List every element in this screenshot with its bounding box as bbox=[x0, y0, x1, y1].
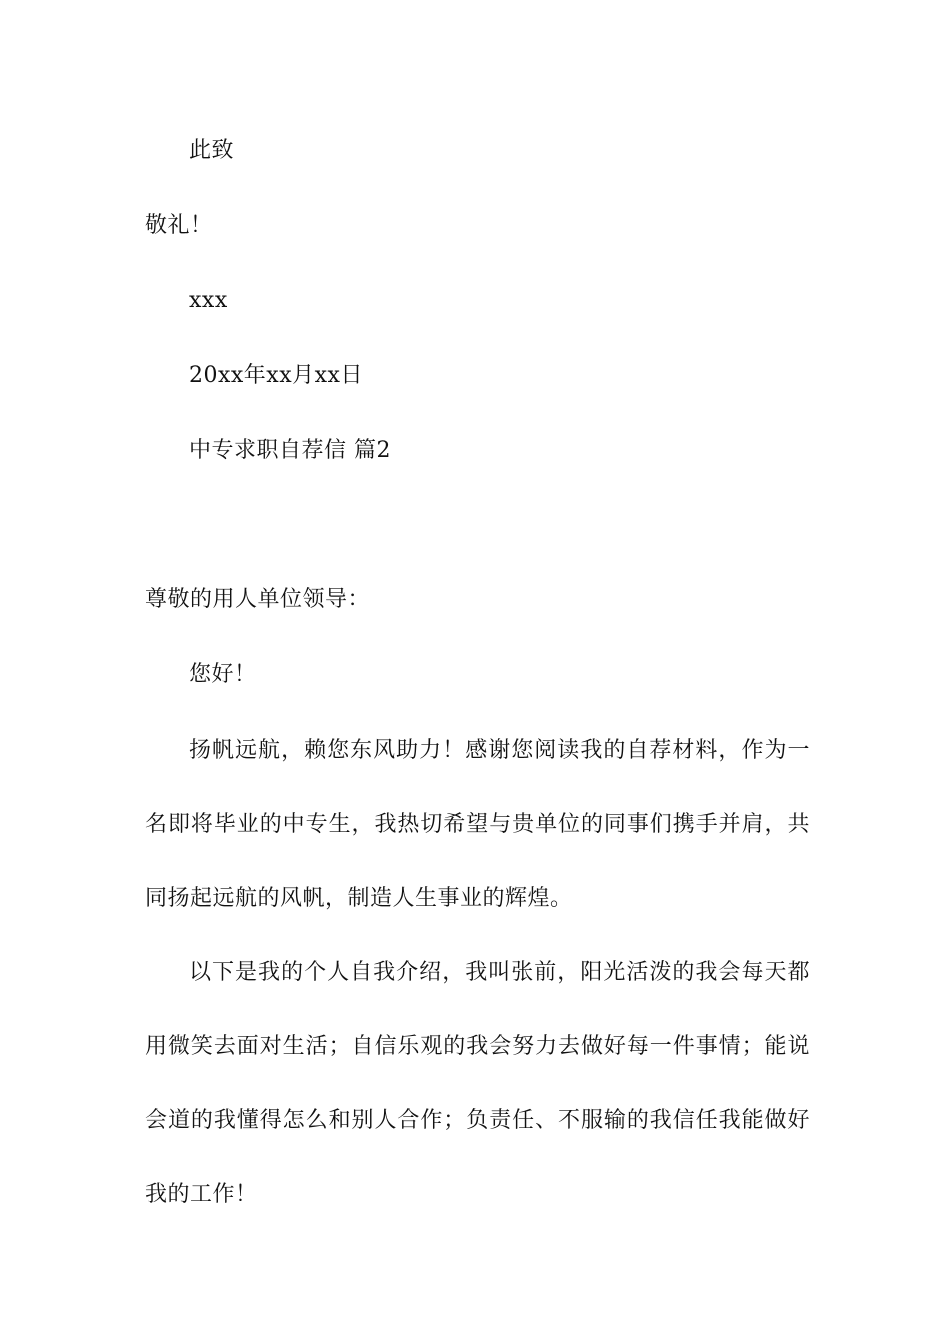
greeting: 您好！ bbox=[189, 662, 257, 687]
body-paragraph-2: 以下是我的个人自我介绍，我叫张前，阳光活泼的我会每天都用微笑去面对生活；自信乐观的我会努力去做好每一件事情；能说会道的我懂得怎么和别人合作；负责任、不服输的我信任我能做好我的工作！ bbox=[145, 960, 810, 1207]
signature-name: xxx bbox=[189, 288, 228, 313]
salutation: 尊敬的用人单位领导： bbox=[145, 587, 371, 612]
body-paragraph-1: 扬帆远航，赖您东风助力！感谢您阅读我的自荐材料，作为一名即将毕业的中专生，我热切希望与贵单位的同事们携手并肩，共同扬起远航的风帆，制造人生事业的辉煌。 bbox=[145, 738, 810, 911]
letter-heading: 中专求职自荐信 篇2 bbox=[189, 438, 391, 463]
closing-ci-zhi: 此致 bbox=[189, 138, 235, 163]
signature-date: 20xx年xx月xx日 bbox=[189, 363, 363, 388]
closing-jing-li: 敬礼！ bbox=[145, 213, 213, 238]
